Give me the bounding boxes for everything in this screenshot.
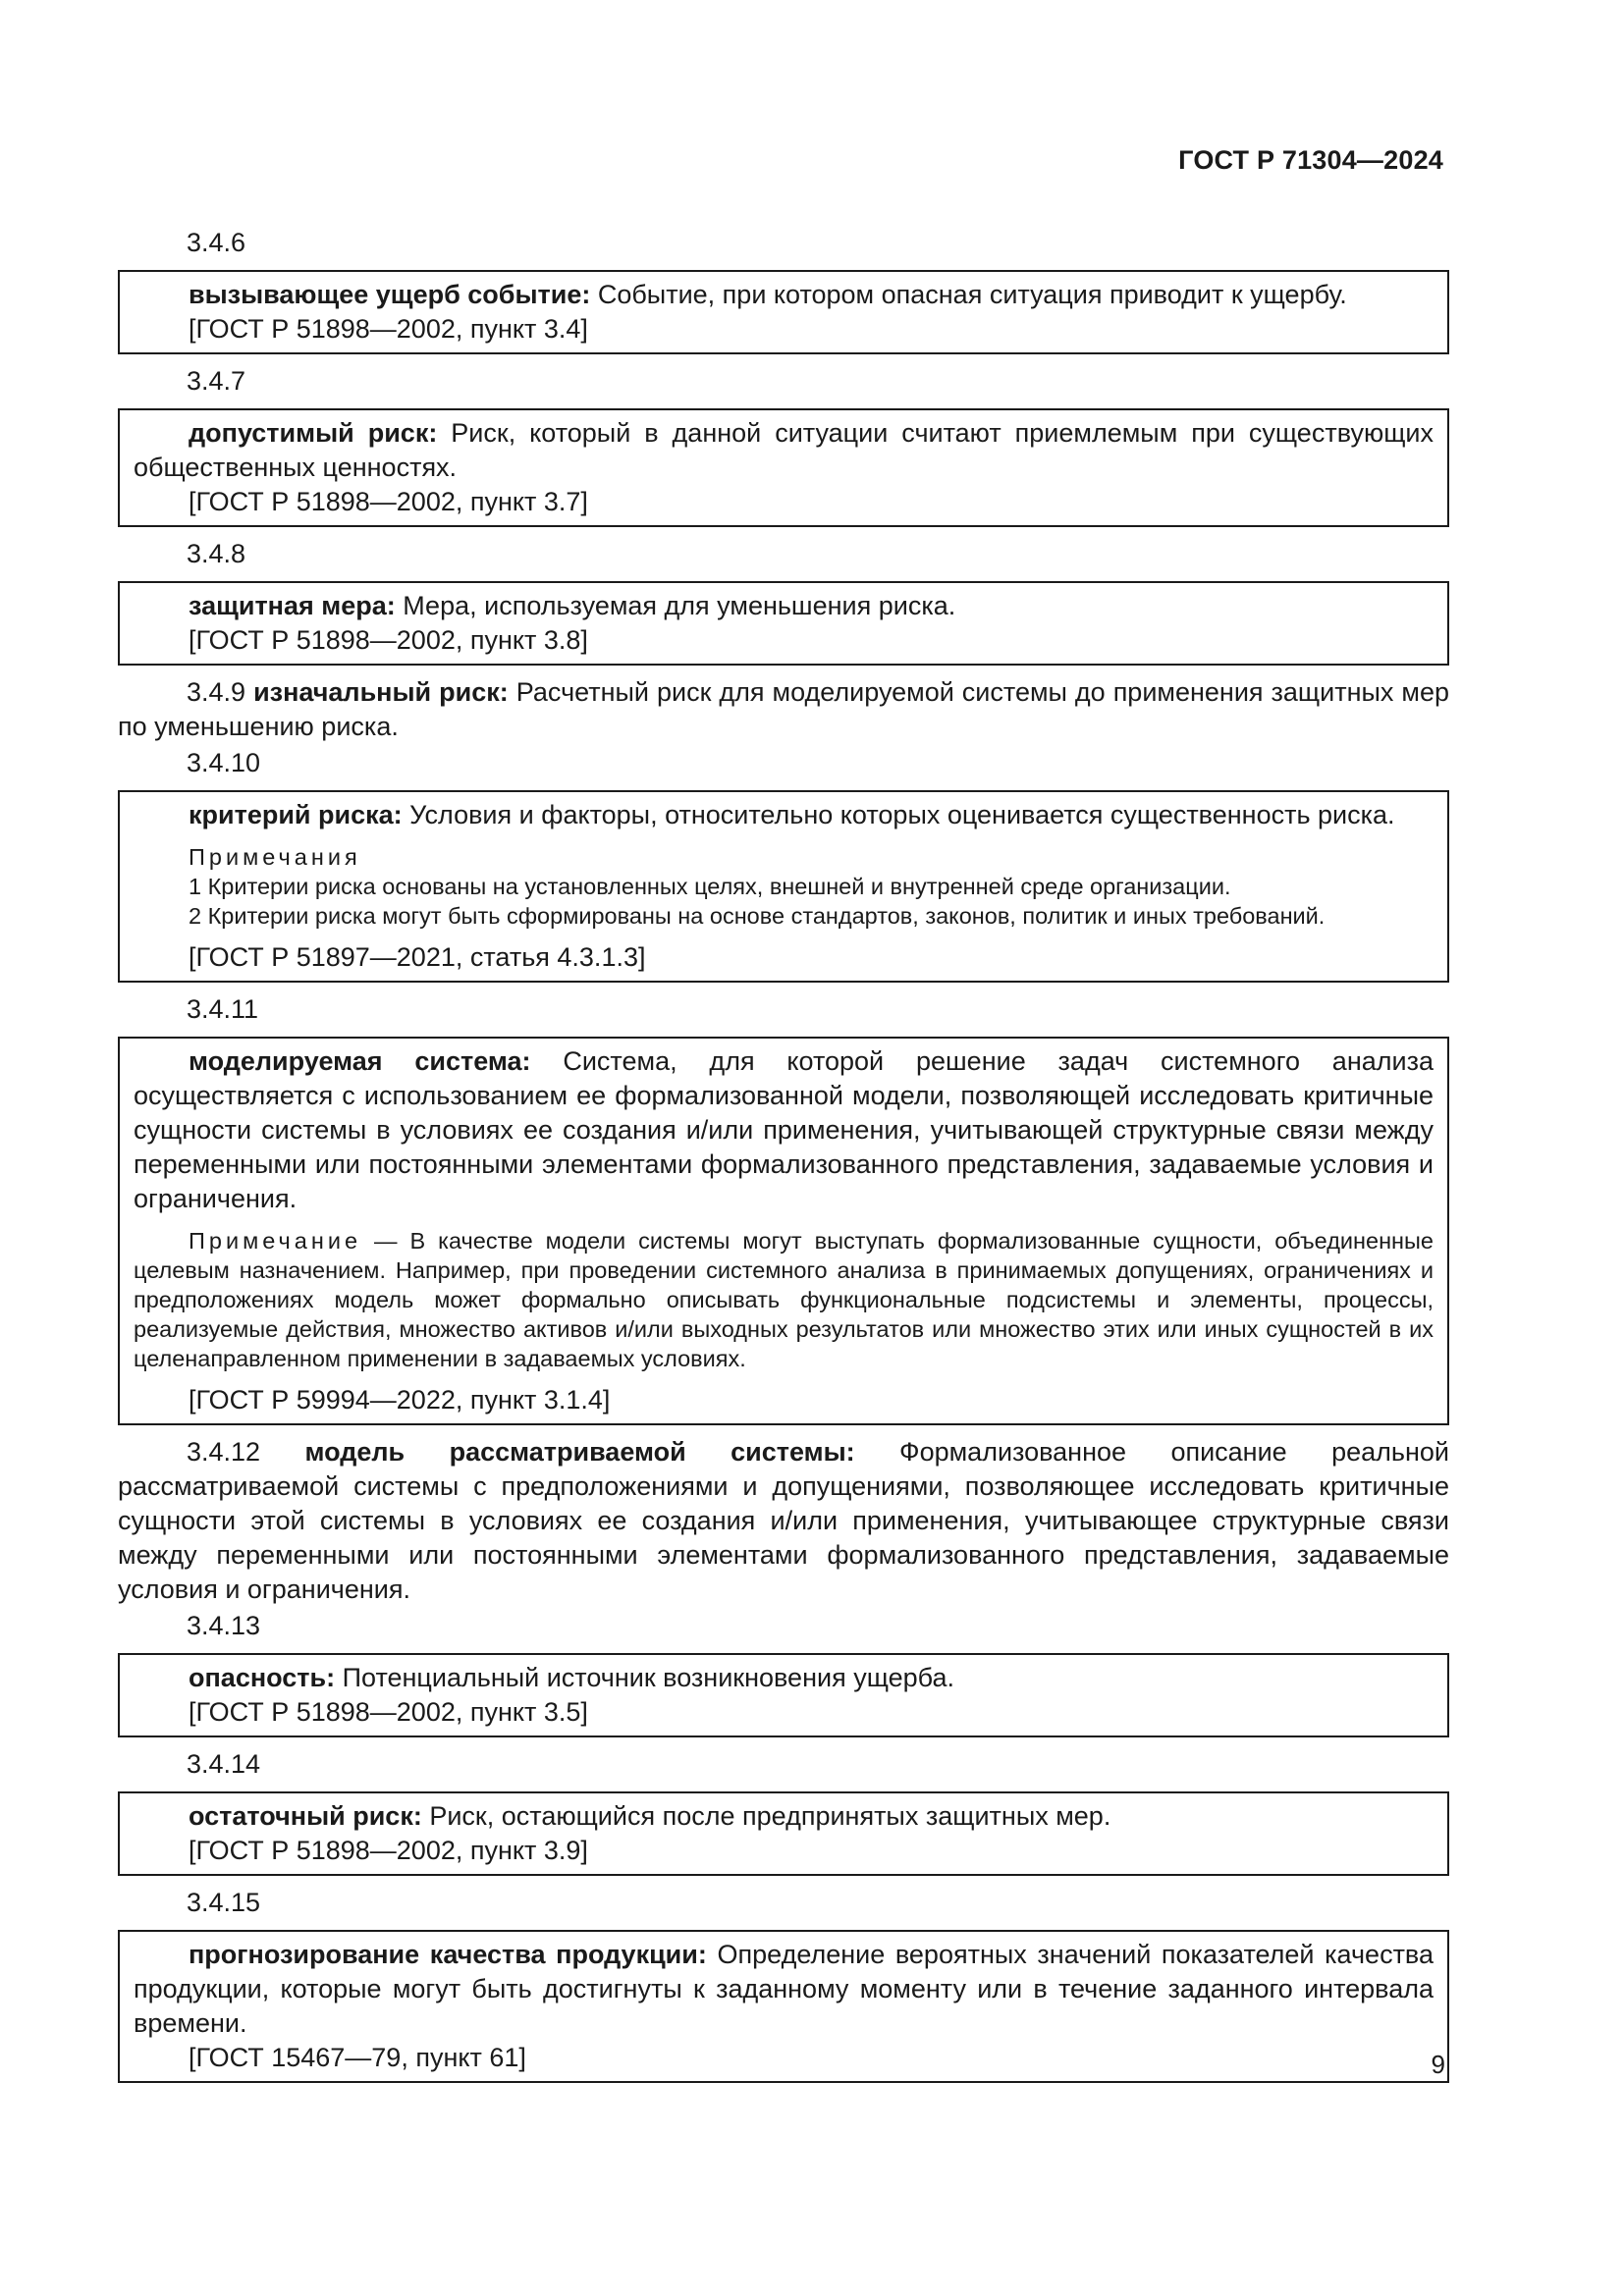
- document-id: ГОСТ Р 71304—2024: [1178, 145, 1443, 175]
- term-text: Расчетный риск для моделируемой системы до применения защитных мер по уменьшению риска.: [118, 677, 1449, 741]
- term-definition-box: [118, 1653, 1449, 1737]
- term-text: Потенциальный источник возникновения ущерба.: [335, 1663, 954, 1692]
- term-definition: [134, 1044, 1434, 1216]
- term-definition-box: [118, 1037, 1449, 1425]
- term-reference: [ГОСТ Р 51897—2021, статья 4.3.1.3]: [189, 942, 646, 972]
- term-definition-plain: [118, 675, 1449, 744]
- term-name: модель рассматриваемой системы:: [304, 1437, 855, 1467]
- term-definition: [134, 1938, 1434, 2041]
- term-definition: [134, 1661, 1434, 1695]
- term-number: 3.4.6: [187, 228, 246, 257]
- term-reference: [ГОСТ Р 51898—2002, пункт 3.5]: [189, 1697, 588, 1727]
- term-definition: [134, 278, 1434, 312]
- term-definition-box: [118, 1930, 1449, 2083]
- term-definition-plain: [118, 1435, 1449, 1607]
- term-definition: [134, 1799, 1434, 1834]
- term-number: 3.4.13: [187, 1611, 261, 1640]
- term-text: Система, для которой решение задач системного анализа осуществляется с использованием ее формализованной модели, позволяющей исследовать критичные сущности системы в условиях ее создания и/или применения, учитывающей структурные связи между переменными или постоянными элементами формализованного представления, задаваемые условия и ограничения.: [134, 1046, 1434, 1213]
- term-number: 3.4.15: [187, 1888, 261, 1917]
- term-reference: [ГОСТ Р 51898—2002, пункт 3.7]: [189, 487, 588, 516]
- term-definition-box: [118, 408, 1449, 527]
- term-definition: [134, 589, 1434, 623]
- term-name: вызывающее ущерб событие:: [189, 280, 591, 309]
- term-reference: [ГОСТ Р 51898—2002, пункт 3.9]: [189, 1836, 588, 1865]
- term-definition: [134, 416, 1434, 485]
- term-reference: [ГОСТ Р 51898—2002, пункт 3.8]: [189, 625, 588, 655]
- term-text: Мера, используемая для уменьшения риска.: [395, 591, 956, 620]
- term-definition-box: [118, 270, 1449, 354]
- term-name: критерий риска:: [189, 800, 403, 829]
- notes-title: Примечания: [189, 844, 361, 870]
- term-text: Риск, который в данной ситуации считают приемлемым при существующих общественных ценностях.: [134, 418, 1434, 482]
- page-number: 9: [1431, 2050, 1445, 2079]
- term-reference: [ГОСТ Р 59994—2022, пункт 3.1.4]: [189, 1385, 611, 1415]
- term-name: допустимый риск:: [189, 418, 438, 448]
- term-name: опасность:: [189, 1663, 336, 1692]
- term-number: 3.4.14: [187, 1749, 261, 1779]
- term-number: 3.4.7: [187, 366, 246, 396]
- term-definition-box: [118, 1791, 1449, 1876]
- term-name: изначальный риск:: [253, 677, 509, 707]
- term-name: остаточный риск:: [189, 1801, 422, 1831]
- term-text: Формализованное описание реальной рассматриваемой системы с предположениями и допущениями, позволяющее исследовать критичные сущности этой системы в условиях ее создания и/или применения, учитывающее структурные связи между переменными или постоянными элементами формализованного представления, задаваемые условия и ограничения.: [118, 1437, 1449, 1604]
- term-name: моделируемая система:: [189, 1046, 531, 1076]
- note-item: 1 Критерии риска основаны на установленных целях, внешней и внутренней среде организации.: [189, 874, 1231, 899]
- note-item: 2 Критерии риска могут быть сформированы на основе стандартов, законов, политик и иных требований.: [189, 903, 1326, 929]
- term-number: 3.4.12: [187, 1437, 261, 1467]
- term-name: прогнозирование качества продукции:: [189, 1940, 707, 1969]
- document-body: [118, 226, 1449, 2093]
- term-number: 3.4.9: [187, 677, 246, 707]
- term-text: Определение вероятных значений показателей качества продукции, которые могут быть достигнуты к заданному моменту или в течение заданного интервала времени.: [134, 1940, 1434, 2038]
- term-number: 3.4.11: [187, 994, 259, 1024]
- term-reference: [ГОСТ Р 51898—2002, пункт 3.4]: [189, 314, 588, 344]
- term-definition-box: [118, 790, 1449, 983]
- term-text: Риск, остающийся после предпринятых защитных мер.: [421, 1801, 1111, 1831]
- term-reference: [ГОСТ 15467—79, пункт 61]: [189, 2043, 526, 2072]
- term-text: Событие, при котором опасная ситуация приводит к ущербу.: [590, 280, 1347, 309]
- term-number: 3.4.10: [187, 748, 261, 777]
- note-label: Примечание: [189, 1228, 362, 1254]
- term-number: 3.4.8: [187, 539, 246, 568]
- term-name: защитная мера:: [189, 591, 396, 620]
- note-text: — В качестве модели системы могут выступать формализованные сущности, объединенные целевым назначением. Например, при проведении системного анализа в принимаемых допущениях, ограничениях и предположениях модель может формально описывать функциональные подсистемы и элементы, процессы, реализуемые действия, множество активов и/или выходных результатов или множество этих или иных сущностей в их целенаправленном применении в задаваемых условиях.: [134, 1228, 1434, 1371]
- term-text: Условия и факторы, относительно которых оценивается существенность риска.: [402, 800, 1395, 829]
- term-definition-box: [118, 581, 1449, 666]
- note: [134, 1226, 1434, 1373]
- term-definition: [134, 798, 1434, 832]
